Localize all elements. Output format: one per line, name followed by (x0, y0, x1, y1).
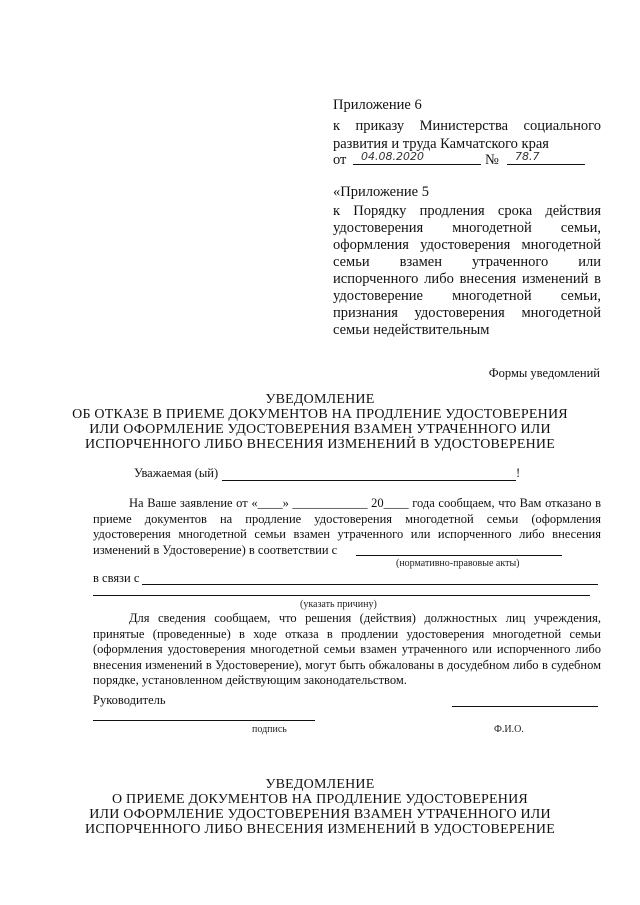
acceptance-title-3: ИЛИ ОФОРМЛЕНИЕ УДОСТОВЕРЕНИЯ ВЗАМЕН УТРАЧЕННОГО ИЛИ (89, 807, 551, 822)
hint-acts: (нормативно-правовые акты) (396, 558, 520, 569)
appendix5-line7: удостоверение многодетной семьи, (333, 288, 601, 304)
signature-line (93, 720, 315, 721)
acceptance-title-2: О ПРИЕМЕ ДОКУМЕНТОВ НА ПРОДЛЕНИЕ УДОСТОВЕРЕНИЯ (112, 792, 528, 807)
appendix6-date-number-row (333, 150, 601, 170)
appendix5-line5: семьи взамен утраченного или (333, 254, 601, 270)
appendix5-line2: к Порядку продления срока действия (333, 203, 601, 219)
greeting-end: ! (516, 466, 521, 480)
in-connection-label: в связи с (93, 571, 140, 585)
reason-line-1 (142, 584, 598, 585)
signature-label: подпись (252, 724, 287, 735)
fio-line (452, 706, 598, 707)
number-underline (507, 164, 585, 165)
from-label: от (333, 152, 347, 168)
number-label: № (485, 152, 499, 168)
date-underline (353, 164, 481, 165)
refusal-title-4: ИСПОРЧЕННОГО ЛИБО ВНЕСЕНИЯ ИЗМЕНЕНИЙ В УДОСТОВЕРЕНИЕ (85, 437, 555, 452)
refusal-title-3: ИЛИ ОФОРМЛЕНИЕ УДОСТОВЕРЕНИЯ ВЗАМЕН УТРАЧЕННОГО ИЛИ (89, 422, 551, 437)
refusal-title-1: УВЕДОМЛЕНИЕ (265, 392, 375, 407)
appendix6-line1: Приложение 6 (333, 97, 422, 113)
appendix5-line9: семьи недействительным (333, 322, 490, 338)
appendix5-line4: оформления удостоверения многодетной (333, 237, 601, 253)
appendix5-line3: удостоверения многодетной семьи, (333, 220, 601, 236)
hint-reason: (указать причину) (300, 599, 377, 610)
appendix6-line2: к приказу Министерства социального (333, 118, 601, 134)
acts-line (356, 555, 562, 556)
acceptance-title-1: УВЕДОМЛЕНИЕ (265, 777, 375, 792)
appendix5-line6: испорченного либо внесения изменений в (333, 271, 601, 287)
greeting-label: Уважаемая (ый) (134, 466, 219, 480)
reason-line-2 (93, 595, 590, 596)
refusal-paragraph-1: На Ваше заявление от «____» ____________ 20____ года сообщаем, что Вам отказано в приеме документов на продление удостоверения многодетной семьи (оформления удостоверения многодетной семьи взамен утраченного или испорченного либо внесения изменений в Удостоверение) в соответствии с (93, 496, 601, 557)
acceptance-title-4: ИСПОРЧЕННОГО ЛИБО ВНЕСЕНИЯ ИЗМЕНЕНИЙ В УДОСТОВЕРЕНИЕ (85, 822, 555, 837)
handwritten-number: 78.7 (515, 150, 540, 163)
fio-label: Ф.И.О. (494, 724, 524, 735)
appendix5-line1: «Приложение 5 (333, 184, 429, 200)
greeting-name-line (222, 480, 516, 481)
appendix6-line3: развития и труда Камчатского края (333, 136, 549, 152)
handwritten-date: 04.08.2020 (361, 150, 424, 163)
refusal-title-2: ОБ ОТКАЗЕ В ПРИЕМЕ ДОКУМЕНТОВ НА ПРОДЛЕНИЕ УДОСТОВЕРЕНИЯ (72, 407, 568, 422)
refusal-paragraph-2: Для сведения сообщаем, что решения (действия) должностных лиц учреждения, принятые (проведенные) в ходе отказа в продлении удостоверения многодетной семьи (оформления удостоверения многодетной семьи взамен утраченного или испорченного либо внесения изменений в Удостоверение), могут быть обжалованы в досудебном либо в судебном порядке, установленном действующим законодательством. (93, 611, 601, 687)
head-label: Руководитель (93, 693, 166, 707)
appendix5-line8: признания удостоверения многодетной (333, 305, 601, 321)
forms-label: Формы уведомлений (488, 366, 600, 380)
